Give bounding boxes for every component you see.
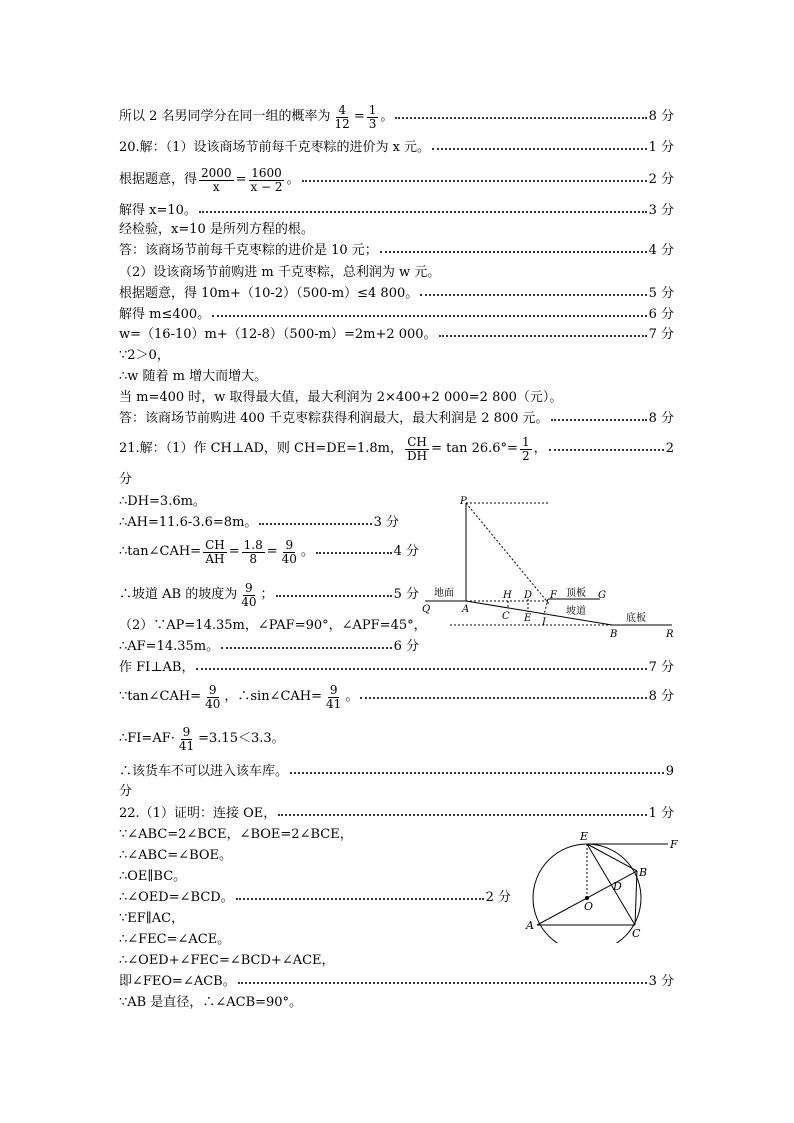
solution-line: 根据题意，得 10m+（10-2）（500-m）≤4 800。 5 分 [119, 286, 674, 301]
fraction: $\frac{1600}{x - 2}$ [250, 165, 283, 194]
label-ramp: 坡道 [566, 606, 586, 617]
solution-line: ∵∠ABC=2∠BCE，∠BOE=2∠BCE， [119, 827, 353, 842]
label-F: F [670, 838, 678, 851]
solution-line: ∴AH=11.6-3.6=8m。 3 分 [119, 515, 399, 530]
fraction: $\frac{1.8}{8}$ [243, 537, 263, 566]
solution-line: ∴∠FEC=∠ACE。 [119, 932, 231, 947]
label-O: O [584, 900, 594, 913]
fraction: $\frac{CH}{AH}$ [205, 537, 225, 566]
label-A: A [462, 604, 470, 615]
label-I: I [542, 617, 546, 628]
label-B: B [639, 866, 648, 879]
label-F: F [550, 590, 557, 601]
solution-line: ∴∠ABC=∠BOE。 [119, 848, 233, 863]
solution-line: 22.（1）证明：连接 OE， 1 分 [119, 806, 674, 821]
fraction: $\frac{9}{40}$ [205, 682, 221, 711]
label-ground: 地面 [434, 588, 454, 599]
label-Q: Q [422, 604, 431, 615]
solution-line: 答：该商场节前每千克枣粽的进价是 10 元； 4 分 [119, 243, 674, 258]
solution-line: 当 m=400 时，w 取得最大值，最大利润为 2×400+2 000=2 800（元）。 [119, 390, 563, 405]
line-EC [587, 844, 635, 925]
solution-line: ∴FI=AF· $\frac{9}{41}$ =3.15＜3.3。 [119, 724, 285, 753]
solution-line: 经检验，x=10 是所列方程的根。 [119, 222, 314, 237]
fraction: $\frac{2000}{x}$ [201, 165, 232, 194]
solution-line: 解得 m≤400。 6 分 [119, 307, 674, 322]
solution-line: ∴AF=14.35m。 6 分 [119, 639, 419, 654]
solution-line: ∴∠OED=∠BCD。 2 分 [119, 890, 511, 905]
fraction: $\frac{9}{41}$ [326, 682, 342, 711]
score-label: 8 分 [648, 109, 674, 124]
leader-dots [395, 117, 646, 119]
label-H: H [503, 590, 512, 601]
label-B: B [610, 629, 618, 640]
score-label: 1 分 [648, 140, 674, 155]
label-R: R [666, 629, 674, 640]
solution-line: ∵EF∥AC， [119, 911, 185, 926]
solution-line: 分 [119, 472, 133, 487]
solution-line: ∴DH=3.6m。 [119, 494, 206, 509]
line-BC [635, 871, 637, 925]
label-E: E [580, 830, 589, 843]
fraction: $\frac{CH}{DH}$ [407, 434, 428, 463]
label-E: E [524, 613, 532, 624]
solution-line: ∴坡道 AB 的坡度为 $\frac{9}{40}$ ； 5 分 [119, 580, 419, 609]
score-label: 2 分 [648, 172, 674, 187]
solution-line: 即∠FEO=∠ACB。 3 分 [119, 974, 674, 989]
solution-line: 所以 2 名男同学分在同一组的概率为 $\frac{4}{12}$ = $\frac{1}{3}$ 。 8 分 [119, 102, 674, 131]
solution-line: ∵AB 是直径，∴∠ACB=90°。 [119, 995, 303, 1010]
label-P: P [460, 496, 467, 507]
solution-line: ∴OE∥BC。 [119, 869, 187, 884]
fraction: $\frac{9}{40}$ [281, 537, 297, 566]
fraction: $\frac{1}{2}$ [521, 434, 530, 463]
solution-line: ∴tan∠CAH= $\frac{CH}{AH}$ = $\frac{1.8}{8}$ = $\frac{9}{40}$ 。 4 分 [119, 537, 419, 566]
solution-line: ∴w 随着 m 增大而增大。 [119, 369, 268, 384]
label-A: A [526, 919, 534, 932]
solution-line: w=（16-10）m+（12-8）（500-m）=2m+2 000。 7 分 [119, 327, 674, 342]
ramp-line-AB [466, 601, 612, 625]
fraction: $\frac{1}{3}$ [368, 102, 377, 131]
label-C: C [502, 611, 510, 622]
solution-line: ∵2＞0， [119, 348, 170, 363]
label-G: G [598, 590, 606, 601]
label-C: C [632, 927, 641, 940]
ramp-diagram [420, 495, 680, 645]
label-top-board: 顶板 [566, 588, 586, 599]
label-D: D [613, 880, 622, 893]
solution-line: ∵tan∠CAH= $\frac{9}{40}$ ，∴sin∠CAH= $\frac{9}{41}$ 。 8 分 [119, 682, 674, 711]
solution-line: ∴∠OED+∠FEC=∠BCD+∠ACE， [119, 953, 335, 968]
circle-diagram [520, 828, 685, 943]
solution-line: 作 FI⊥AB， 7 分 [119, 660, 674, 675]
solution-line: 根据题意，得 $\frac{2000}{x}$ = $\frac{1600}{x - 2}$ 。 2 分 [119, 165, 674, 194]
fraction: $\frac{4}{12}$ [334, 102, 350, 131]
fraction: $\frac{9}{41}$ [178, 724, 195, 753]
solution-line: 21.解：（1）作 CH⊥AD，则 CH=DE=1.8m， $\frac{CH}{DH}$ = tan 26.6°= $\frac{1}{2}$ ， 2 [119, 434, 674, 463]
solution-line: 分 [119, 784, 133, 799]
solution-line: 解得 x=10。 3 分 [119, 203, 674, 218]
solution-line: 20.解：（1）设该商场节前每千克枣粽的进价为 x 元。 1 分 [119, 138, 674, 158]
solution-line: （2）设该商场节前购进 m 千克枣粽，总利润为 w 元。 [119, 265, 441, 280]
fraction: $\frac{9}{40}$ [241, 580, 257, 609]
solution-line: （2）∵AP=14.35m，∠PAF=90°，∠APF=45°， [119, 618, 427, 633]
solution-line: 答：该商场节前购进 400 千克枣粽获得利润最大，最大利润是 2 800 元。 8 分 [119, 411, 674, 426]
label-bottom-board: 底板 [626, 613, 646, 624]
solution-line: ∴该货车不可以进入该车库。 9 [119, 764, 674, 779]
label-D: D [524, 590, 533, 601]
